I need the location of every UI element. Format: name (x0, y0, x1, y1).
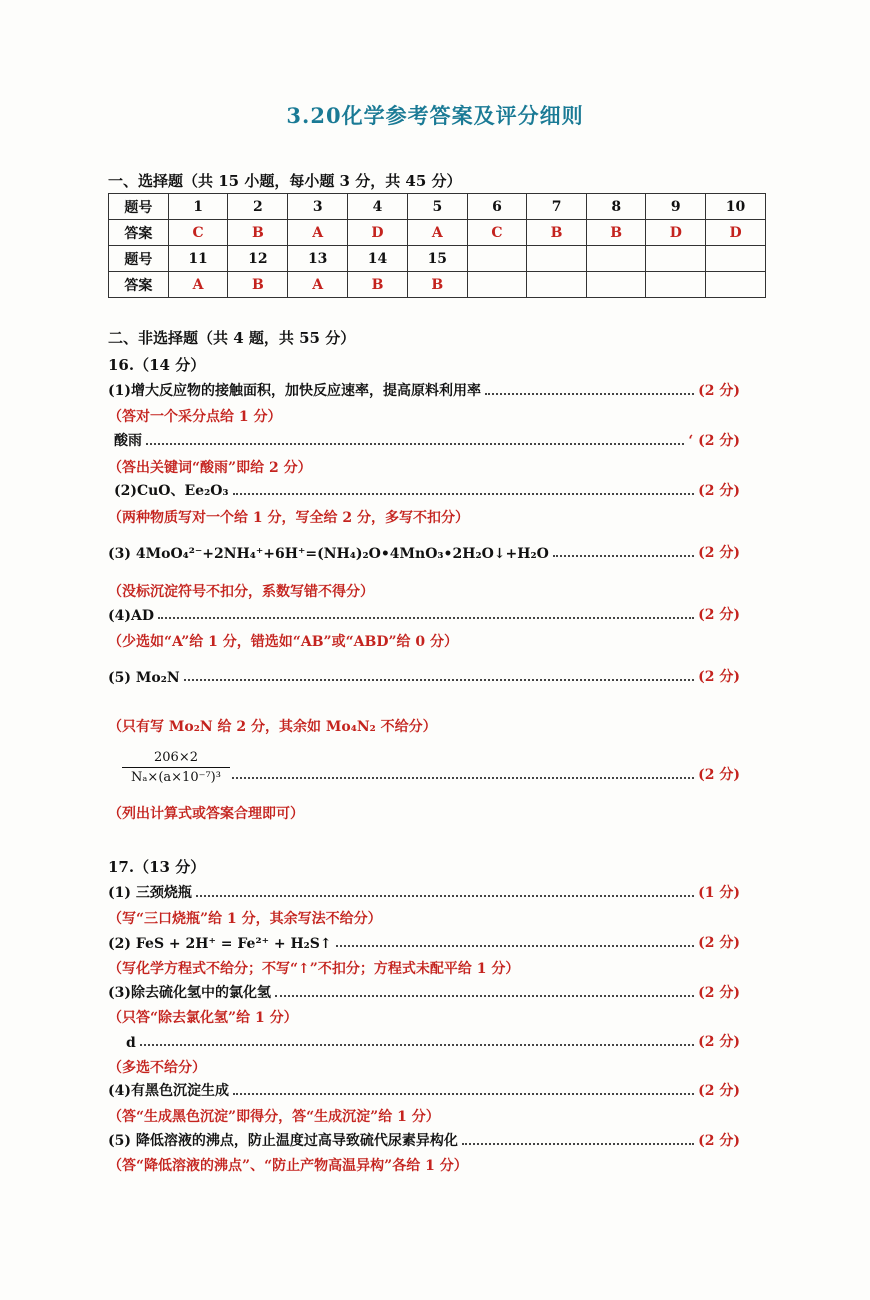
dot-leader (485, 392, 694, 395)
answer-cell: D (646, 220, 706, 246)
grading-note: （答出关键词“酸雨”即给 2 分） (108, 460, 312, 476)
answer-cell: B (348, 272, 408, 298)
row-label: 题号 (109, 246, 169, 272)
section-2-heading: 二、非选择题（共 4 题，共 55 分） (108, 329, 356, 347)
points: (2 分) (698, 383, 740, 399)
question-number: 9 (646, 194, 706, 220)
points: (2 分) (698, 935, 740, 951)
dot-leader (462, 1142, 694, 1145)
answer-cell: D (706, 220, 766, 246)
empty-cell (706, 246, 766, 272)
points: ‘ (2 分) (688, 433, 740, 449)
question-number: 12 (228, 246, 288, 272)
dot-leader (233, 1092, 694, 1095)
points: (2 分) (698, 483, 740, 499)
dot-leader (275, 994, 694, 997)
answer-cell: A (288, 272, 348, 298)
answer-table (108, 193, 766, 298)
points: (2 分) (698, 669, 740, 685)
dot-leader (553, 554, 694, 557)
row-label: 答案 (109, 220, 169, 246)
formula-numerator: 206×2 (154, 750, 198, 765)
points: (2 分) (698, 1034, 740, 1050)
empty-cell (646, 272, 706, 298)
dot-leader (184, 678, 694, 681)
answer-text: (4)AD (108, 608, 154, 624)
row-label: 答案 (109, 272, 169, 298)
answer-cell: B (407, 272, 467, 298)
dot-leader (336, 944, 694, 947)
empty-cell (586, 246, 646, 272)
answer-text: (3) 4MoO₄²⁻+2NH₄⁺+6H⁺=(NH₄)₂O•4MnO₃•2H₂O↓+H₂O (108, 546, 549, 562)
empty-cell (706, 272, 766, 298)
formula-denominator: Nₐ×(a×10⁻⁷)³ (131, 770, 221, 785)
points: (1 分) (698, 885, 740, 901)
dot-leader (158, 616, 694, 619)
answer-cell: A (288, 220, 348, 246)
dot-leader (233, 492, 695, 495)
answer-text: (5) 降低溶液的沸点，防止温度过高导致硫代尿素异构化 (108, 1133, 458, 1149)
question-number: 2 (228, 194, 288, 220)
empty-cell (527, 246, 587, 272)
answer-text: (1)增大反应物的接触面积，加快反应速率，提高原料利用率 (108, 383, 481, 399)
table-row (109, 246, 766, 272)
grading-note: （没标沉淀符号不扣分，系数写错不得分） (108, 584, 374, 600)
table-row (109, 272, 766, 298)
grading-note: （多选不给分） (108, 1060, 206, 1076)
answer-line (108, 1128, 740, 1150)
question-number: 7 (527, 194, 587, 220)
question-number: 11 (168, 246, 228, 272)
dot-leader (232, 776, 694, 779)
grading-note: （答“降低溶液的沸点”、“防止产物高温异构”各给 1 分） (108, 1158, 468, 1174)
empty-cell (527, 272, 587, 298)
answer-cell: D (348, 220, 408, 246)
answer-text: (1) 三颈烧瓶 (108, 885, 192, 901)
grading-note: （列出计算式或答案合理即可） (108, 806, 304, 822)
question-number: 6 (467, 194, 527, 220)
points: (2 分) (698, 767, 740, 783)
fraction-bar (122, 767, 230, 768)
table-row (109, 194, 766, 220)
points: (2 分) (698, 985, 740, 1001)
answer-line (108, 1029, 740, 1051)
answer-line (108, 1078, 740, 1100)
grading-note: （写“三口烧瓶”给 1 分，其余写法不给分） (108, 911, 382, 927)
dot-leader (196, 894, 694, 897)
answer-line (108, 478, 740, 500)
row-label: 题号 (109, 194, 169, 220)
grading-note: （少选如“A”给 1 分，错选如“AB”或“ABD”给 0 分） (108, 634, 459, 650)
table-row (109, 220, 766, 246)
density-formula (122, 750, 230, 785)
grading-note: （答对一个采分点给 1 分） (108, 409, 282, 425)
answer-text: 酸雨 (114, 433, 142, 449)
answer-text: (2)CuO、Ee₂O₃ (114, 483, 229, 499)
question-number: 8 (586, 194, 646, 220)
section-1-heading: 一、选择题（共 15 小题，每小题 3 分，共 45 分） (108, 172, 462, 190)
answer-line (108, 378, 740, 400)
question-number: 10 (706, 194, 766, 220)
answer-line (108, 428, 740, 450)
empty-cell (646, 246, 706, 272)
points: (2 分) (698, 1133, 740, 1149)
answer-cell: A (407, 220, 467, 246)
grading-note: （写化学方程式不给分；不写“↑”不扣分；方程式未配平给 1 分） (108, 961, 520, 977)
dot-leader (140, 1043, 694, 1046)
answer-cell: C (467, 220, 527, 246)
grading-note: （两种物质写对一个给 1 分，写全给 2 分，多写不扣分） (108, 510, 469, 526)
question-number: 5 (407, 194, 467, 220)
answer-text: d (126, 1035, 136, 1051)
question-16-heading: 16.（14 分） (108, 356, 206, 374)
answer-text: (2) FeS + 2H⁺ = Fe²⁺ + H₂S↑ (108, 936, 332, 952)
empty-cell (467, 272, 527, 298)
answer-line (108, 540, 740, 562)
answer-text: (4)有黑色沉淀生成 (108, 1083, 229, 1099)
answer-cell: C (168, 220, 228, 246)
answer-cell: B (228, 220, 288, 246)
answer-line (108, 602, 740, 624)
answer-cell: B (527, 220, 587, 246)
dot-leader (146, 442, 684, 445)
answer-cell: B (586, 220, 646, 246)
points: (2 分) (698, 545, 740, 561)
answer-line (232, 762, 740, 784)
question-number: 3 (288, 194, 348, 220)
answer-line (108, 930, 740, 952)
empty-cell (467, 246, 527, 272)
question-number: 13 (288, 246, 348, 272)
page-title: 3.20化学参考答案及评分细则 (286, 103, 584, 128)
question-17-heading: 17.（13 分） (108, 858, 206, 876)
points: (2 分) (698, 1083, 740, 1099)
answer-text: (3)除去硫化氢中的氯化氢 (108, 985, 271, 1001)
points: (2 分) (698, 607, 740, 623)
answer-text: (5) Mo₂N (108, 670, 180, 686)
question-number: 14 (348, 246, 408, 272)
question-number: 4 (348, 194, 408, 220)
grading-note: （只有写 Mo₂N 给 2 分，其余如 Mo₄N₂ 不给分） (108, 719, 437, 735)
grading-note: （答“生成黑色沉淀”即得分，答“生成沉淀”给 1 分） (108, 1109, 440, 1125)
question-number: 15 (407, 246, 467, 272)
empty-cell (586, 272, 646, 298)
grading-note: （只答“除去氯化氢”给 1 分） (108, 1010, 298, 1026)
answer-line (108, 664, 740, 686)
question-number: 1 (168, 194, 228, 220)
answer-cell: B (228, 272, 288, 298)
answer-line (108, 880, 740, 902)
answer-cell: A (168, 272, 228, 298)
answer-line (108, 980, 740, 1002)
